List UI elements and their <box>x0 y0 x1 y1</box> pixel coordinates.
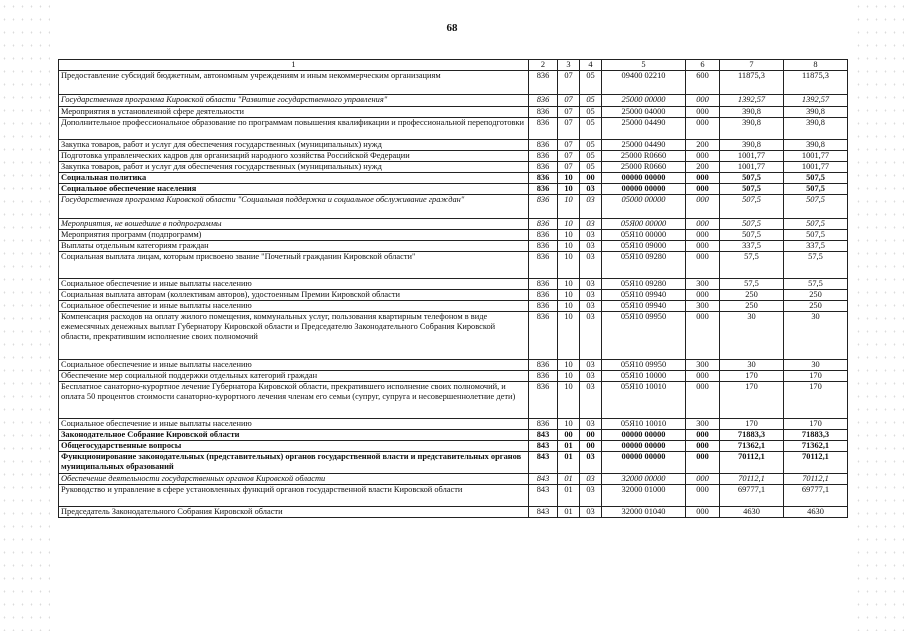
subsection-code-cell: 05 <box>580 118 602 140</box>
expense-type-cell: 000 <box>686 312 720 360</box>
subsection-code-cell: 03 <box>580 474 602 485</box>
target-article-cell: 05Я10 10000 <box>602 371 686 382</box>
amount-cell: 57,5 <box>784 279 848 290</box>
expense-type-cell: 300 <box>686 360 720 371</box>
subsection-code-cell: 00 <box>580 441 602 452</box>
amount-cell: 57,5 <box>784 252 848 279</box>
subsection-code-cell: 03 <box>580 360 602 371</box>
amount-cell: 337,5 <box>784 241 848 252</box>
row-name-cell: Председатель Законодательного Собрания Кировской области <box>59 507 529 518</box>
amount-cell: 507,5 <box>784 219 848 230</box>
table-row <box>59 184 848 195</box>
table-row <box>59 419 848 430</box>
subsection-code-cell: 03 <box>580 241 602 252</box>
section-code-cell: 10 <box>558 241 580 252</box>
subsection-code-cell: 03 <box>580 371 602 382</box>
header-cell: 8 <box>784 60 848 71</box>
table-row <box>59 301 848 312</box>
expense-type-cell: 000 <box>686 173 720 184</box>
target-article-cell: 05Я10 09950 <box>602 360 686 371</box>
target-article-cell: 05Я10 10010 <box>602 382 686 419</box>
target-article-cell: 05Я10 09280 <box>602 279 686 290</box>
amount-cell: 390,8 <box>720 140 784 151</box>
section-code-cell: 01 <box>558 507 580 518</box>
ved-code-cell: 836 <box>529 107 558 118</box>
header-cell: 3 <box>558 60 580 71</box>
target-article-cell: 25000 00000 <box>602 95 686 107</box>
amount-cell: 69777,1 <box>784 485 848 507</box>
subsection-code-cell: 05 <box>580 71 602 95</box>
target-article-cell: 05Я10 09940 <box>602 301 686 312</box>
row-name-cell: Социальное обеспечение населения <box>59 184 529 195</box>
amount-cell: 170 <box>720 382 784 419</box>
target-article-cell: 00000 00000 <box>602 173 686 184</box>
row-name-cell: Социальная выплата лицам, которым присвоено звание "Почетный гражданин Кировской области" <box>59 252 529 279</box>
section-code-cell: 10 <box>558 279 580 290</box>
target-article-cell: 05Я10 00000 <box>602 230 686 241</box>
section-code-cell: 01 <box>558 474 580 485</box>
row-name-cell: Выплаты отдельным категориям граждан <box>59 241 529 252</box>
expense-type-cell: 000 <box>686 382 720 419</box>
target-article-cell: 25000 04490 <box>602 140 686 151</box>
target-article-cell: 05Я10 09000 <box>602 241 686 252</box>
amount-cell: 70112,1 <box>720 474 784 485</box>
row-name-cell: Социальная политика <box>59 173 529 184</box>
header-cell: 2 <box>529 60 558 71</box>
table-row <box>59 371 848 382</box>
ved-code-cell: 836 <box>529 252 558 279</box>
table-row <box>59 95 848 107</box>
expense-type-cell: 000 <box>686 371 720 382</box>
header-cell: 6 <box>686 60 720 71</box>
section-code-cell: 01 <box>558 452 580 474</box>
expense-type-cell: 000 <box>686 118 720 140</box>
ved-code-cell: 836 <box>529 219 558 230</box>
amount-cell: 250 <box>784 290 848 301</box>
amount-cell: 390,8 <box>784 140 848 151</box>
subsection-code-cell: 03 <box>580 195 602 219</box>
section-code-cell: 00 <box>558 430 580 441</box>
section-code-cell: 10 <box>558 419 580 430</box>
subsection-code-cell: 03 <box>580 184 602 195</box>
header-cell: 4 <box>580 60 602 71</box>
row-name-cell: Обеспечение мер социальной поддержки отдельных категорий граждан <box>59 371 529 382</box>
target-article-cell: 25000 R0660 <box>602 162 686 173</box>
table-row <box>59 241 848 252</box>
expense-type-cell: 000 <box>686 474 720 485</box>
ved-code-cell: 836 <box>529 382 558 419</box>
expense-type-cell: 000 <box>686 151 720 162</box>
row-name-cell: Социальное обеспечение и иные выплаты населению <box>59 360 529 371</box>
table-row <box>59 279 848 290</box>
section-code-cell: 07 <box>558 71 580 95</box>
expense-type-cell: 200 <box>686 140 720 151</box>
subsection-code-cell: 03 <box>580 507 602 518</box>
table-row <box>59 382 848 419</box>
row-name-cell: Закупка товаров, работ и услуг для обеспечения государственных (муниципальных) нужд <box>59 162 529 173</box>
expense-type-cell: 200 <box>686 162 720 173</box>
amount-cell: 390,8 <box>784 107 848 118</box>
header-cell: 5 <box>602 60 686 71</box>
amount-cell: 390,8 <box>720 118 784 140</box>
table-row <box>59 151 848 162</box>
amount-cell: 250 <box>720 301 784 312</box>
expense-type-cell: 000 <box>686 485 720 507</box>
table-row <box>59 162 848 173</box>
amount-cell: 170 <box>720 371 784 382</box>
ved-code-cell: 836 <box>529 184 558 195</box>
target-article-cell: 25000 04000 <box>602 107 686 118</box>
amount-cell: 30 <box>784 312 848 360</box>
section-code-cell: 01 <box>558 485 580 507</box>
section-code-cell: 10 <box>558 382 580 419</box>
row-name-cell: Общегосударственные вопросы <box>59 441 529 452</box>
ved-code-cell: 836 <box>529 371 558 382</box>
subsection-code-cell: 00 <box>580 173 602 184</box>
section-code-cell: 07 <box>558 151 580 162</box>
amount-cell: 507,5 <box>720 173 784 184</box>
target-article-cell: 05Я10 09950 <box>602 312 686 360</box>
amount-cell: 4630 <box>720 507 784 518</box>
section-code-cell: 10 <box>558 184 580 195</box>
subsection-code-cell: 03 <box>580 230 602 241</box>
amount-cell: 507,5 <box>720 230 784 241</box>
section-code-cell: 10 <box>558 219 580 230</box>
expense-type-cell: 000 <box>686 252 720 279</box>
expense-type-cell: 000 <box>686 452 720 474</box>
section-code-cell: 10 <box>558 360 580 371</box>
amount-cell: 337,5 <box>720 241 784 252</box>
expense-type-cell: 000 <box>686 430 720 441</box>
amount-cell: 507,5 <box>784 195 848 219</box>
expense-type-cell: 000 <box>686 441 720 452</box>
row-name-cell: Дополнительное профессиональное образование по программам повышения квалификации и профессиональной переподготовки <box>59 118 529 140</box>
target-article-cell: 05Я00 00000 <box>602 219 686 230</box>
ved-code-cell: 843 <box>529 441 558 452</box>
section-code-cell: 10 <box>558 371 580 382</box>
ved-code-cell: 836 <box>529 312 558 360</box>
amount-cell: 170 <box>784 371 848 382</box>
amount-cell: 390,8 <box>784 118 848 140</box>
section-code-cell: 10 <box>558 301 580 312</box>
table-row <box>59 290 848 301</box>
budget-table <box>58 59 848 518</box>
row-name-cell: Мероприятия в установленной сфере деятельности <box>59 107 529 118</box>
ved-code-cell: 836 <box>529 140 558 151</box>
row-name-cell: Руководство и управление в сфере установленных функций органов государственной власти Кировской области <box>59 485 529 507</box>
section-code-cell: 10 <box>558 252 580 279</box>
target-article-cell: 00000 00000 <box>602 441 686 452</box>
ved-code-cell: 836 <box>529 151 558 162</box>
row-name-cell: Социальная выплата авторам (коллективам авторов), удостоенным Премии Кировской области <box>59 290 529 301</box>
row-name-cell: Закупка товаров, работ и услуг для обеспечения государственных (муниципальных) нужд <box>59 140 529 151</box>
target-article-cell: 32000 01040 <box>602 507 686 518</box>
expense-type-cell: 000 <box>686 507 720 518</box>
amount-cell: 30 <box>784 360 848 371</box>
table-row <box>59 195 848 219</box>
ved-code-cell: 843 <box>529 474 558 485</box>
row-name-cell: Бесплатное санаторно-курортное лечение Губернатора Кировской области, прекратившего исполнение своих полномочий, и оплата 50 процентов стоимости санаторно-курортного лечения членам его семьи (супруг, супруга и несовершеннолетние дети) <box>59 382 529 419</box>
target-article-cell: 05Я10 10010 <box>602 419 686 430</box>
target-article-cell: 00000 00000 <box>602 184 686 195</box>
amount-cell: 1392,57 <box>720 95 784 107</box>
page-number: 68 <box>446 22 458 34</box>
amount-cell: 11875,3 <box>720 71 784 95</box>
ved-code-cell: 843 <box>529 430 558 441</box>
amount-cell: 57,5 <box>720 279 784 290</box>
subsection-code-cell: 03 <box>580 301 602 312</box>
amount-cell: 71362,1 <box>720 441 784 452</box>
row-name-cell: Компенсация расходов на оплату жилого помещения, коммунальных услуг, пользования квартирным телефоном в виде ежемесячных денежных выплат Губернатору Кировской области и Председателю Законодательного Собрания Кировской области, прекратившим исполнение своих полномочий <box>59 312 529 360</box>
expense-type-cell: 000 <box>686 184 720 195</box>
target-article-cell: 09400 02210 <box>602 71 686 95</box>
ved-code-cell: 836 <box>529 301 558 312</box>
amount-cell: 70112,1 <box>784 452 848 474</box>
ved-code-cell: 836 <box>529 95 558 107</box>
expense-type-cell: 300 <box>686 419 720 430</box>
row-name-cell: Социальное обеспечение и иные выплаты населению <box>59 279 529 290</box>
subsection-code-cell: 05 <box>580 107 602 118</box>
amount-cell: 71362,1 <box>784 441 848 452</box>
header-cell: 7 <box>720 60 784 71</box>
row-name-cell: Мероприятия программ (подпрограмм) <box>59 230 529 241</box>
ved-code-cell: 836 <box>529 162 558 173</box>
section-code-cell: 10 <box>558 230 580 241</box>
amount-cell: 1001,77 <box>720 162 784 173</box>
amount-cell: 11875,3 <box>784 71 848 95</box>
subsection-code-cell: 05 <box>580 95 602 107</box>
amount-cell: 250 <box>784 301 848 312</box>
table-row <box>59 452 848 474</box>
table-row <box>59 360 848 371</box>
row-name-cell: Государственная программа Кировской области "Развитие государственного управления" <box>59 95 529 107</box>
amount-cell: 170 <box>784 419 848 430</box>
ved-code-cell: 843 <box>529 507 558 518</box>
table-row <box>59 507 848 518</box>
table-row <box>59 118 848 140</box>
amount-cell: 507,5 <box>784 184 848 195</box>
amount-cell: 1392,57 <box>784 95 848 107</box>
row-name-cell: Подготовка управленческих кадров для организаций народного хозяйства Российской Федерации <box>59 151 529 162</box>
ved-code-cell: 836 <box>529 290 558 301</box>
amount-cell: 1001,77 <box>720 151 784 162</box>
section-code-cell: 10 <box>558 173 580 184</box>
ved-code-cell: 836 <box>529 118 558 140</box>
expense-type-cell: 000 <box>686 107 720 118</box>
row-name-cell: Социальное обеспечение и иные выплаты населению <box>59 419 529 430</box>
amount-cell: 70112,1 <box>720 452 784 474</box>
table-row <box>59 71 848 95</box>
target-article-cell: 25000 04490 <box>602 118 686 140</box>
subsection-code-cell: 03 <box>580 252 602 279</box>
amount-cell: 507,5 <box>720 184 784 195</box>
amount-cell: 30 <box>720 312 784 360</box>
row-name-cell: Социальное обеспечение и иные выплаты населению <box>59 301 529 312</box>
ved-code-cell: 836 <box>529 419 558 430</box>
amount-cell: 1001,77 <box>784 151 848 162</box>
amount-cell: 69777,1 <box>720 485 784 507</box>
amount-cell: 507,5 <box>784 230 848 241</box>
subsection-code-cell: 05 <box>580 162 602 173</box>
amount-cell: 390,8 <box>720 107 784 118</box>
target-article-cell: 05000 00000 <box>602 195 686 219</box>
table-row <box>59 219 848 230</box>
table-row <box>59 312 848 360</box>
subsection-code-cell: 03 <box>580 290 602 301</box>
expense-type-cell: 000 <box>686 219 720 230</box>
target-article-cell: 25000 R0660 <box>602 151 686 162</box>
amount-cell: 507,5 <box>720 195 784 219</box>
subsection-code-cell: 03 <box>580 279 602 290</box>
ved-code-cell: 836 <box>529 230 558 241</box>
table-row <box>59 107 848 118</box>
row-name-cell: Обеспечение деятельности государственных органов Кировской области <box>59 474 529 485</box>
expense-type-cell: 300 <box>686 279 720 290</box>
amount-cell: 71883,3 <box>784 430 848 441</box>
scan-noise-left <box>0 0 50 631</box>
expense-type-cell: 000 <box>686 95 720 107</box>
header-cell: 1 <box>59 60 529 71</box>
section-code-cell: 01 <box>558 441 580 452</box>
subsection-code-cell: 03 <box>580 219 602 230</box>
ved-code-cell: 836 <box>529 279 558 290</box>
table-row <box>59 474 848 485</box>
amount-cell: 170 <box>784 382 848 419</box>
row-name-cell: Функционирование законодательных (представительных) органов государственной власти и представительных органов муниципальных образований <box>59 452 529 474</box>
ved-code-cell: 836 <box>529 195 558 219</box>
amount-cell: 4630 <box>784 507 848 518</box>
section-code-cell: 07 <box>558 107 580 118</box>
expense-type-cell: 000 <box>686 195 720 219</box>
expense-type-cell: 600 <box>686 71 720 95</box>
amount-cell: 250 <box>720 290 784 301</box>
expense-type-cell: 000 <box>686 290 720 301</box>
subsection-code-cell: 05 <box>580 140 602 151</box>
table-row <box>59 441 848 452</box>
amount-cell: 1001,77 <box>784 162 848 173</box>
table-row <box>59 485 848 507</box>
row-name-cell: Предоставление субсидий бюджетным, автономным учреждениям и иным некоммерческим организациям <box>59 71 529 95</box>
header-row <box>59 60 848 71</box>
table-row <box>59 140 848 151</box>
amount-cell: 71883,3 <box>720 430 784 441</box>
amount-cell: 57,5 <box>720 252 784 279</box>
ved-code-cell: 836 <box>529 71 558 95</box>
subsection-code-cell: 03 <box>580 312 602 360</box>
amount-cell: 70112,1 <box>784 474 848 485</box>
row-name-cell: Государственная программа Кировской области "Социальная поддержка и социальное обслуживание граждан" <box>59 195 529 219</box>
section-code-cell: 07 <box>558 140 580 151</box>
section-code-cell: 10 <box>558 312 580 360</box>
subsection-code-cell: 03 <box>580 485 602 507</box>
amount-cell: 170 <box>720 419 784 430</box>
expense-type-cell: 000 <box>686 241 720 252</box>
expense-type-cell: 300 <box>686 301 720 312</box>
target-article-cell: 32000 00000 <box>602 474 686 485</box>
expense-type-cell: 000 <box>686 230 720 241</box>
scan-noise-right <box>854 0 904 631</box>
section-code-cell: 10 <box>558 290 580 301</box>
section-code-cell: 07 <box>558 95 580 107</box>
table-row <box>59 173 848 184</box>
row-name-cell: Мероприятия, не вошедшие в подпрограммы <box>59 219 529 230</box>
target-article-cell: 05Я10 09280 <box>602 252 686 279</box>
amount-cell: 30 <box>720 360 784 371</box>
subsection-code-cell: 03 <box>580 382 602 419</box>
target-article-cell: 05Я10 09940 <box>602 290 686 301</box>
subsection-code-cell: 00 <box>580 430 602 441</box>
ved-code-cell: 836 <box>529 360 558 371</box>
section-code-cell: 07 <box>558 162 580 173</box>
target-article-cell: 00000 00000 <box>602 452 686 474</box>
table-row <box>59 230 848 241</box>
subsection-code-cell: 03 <box>580 452 602 474</box>
row-name-cell: Законодательное Собрание Кировской области <box>59 430 529 441</box>
ved-code-cell: 843 <box>529 452 558 474</box>
section-code-cell: 07 <box>558 118 580 140</box>
section-code-cell: 10 <box>558 195 580 219</box>
amount-cell: 507,5 <box>720 219 784 230</box>
ved-code-cell: 836 <box>529 173 558 184</box>
subsection-code-cell: 05 <box>580 151 602 162</box>
ved-code-cell: 843 <box>529 485 558 507</box>
target-article-cell: 32000 01000 <box>602 485 686 507</box>
amount-cell: 507,5 <box>784 173 848 184</box>
target-article-cell: 00000 00000 <box>602 430 686 441</box>
ved-code-cell: 836 <box>529 241 558 252</box>
table-row <box>59 252 848 279</box>
table-row <box>59 430 848 441</box>
subsection-code-cell: 03 <box>580 419 602 430</box>
